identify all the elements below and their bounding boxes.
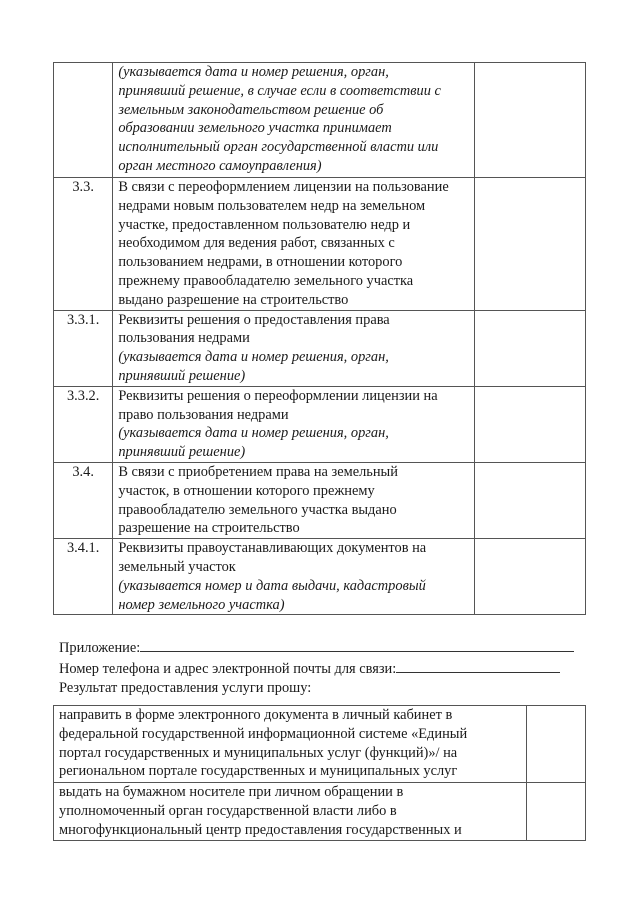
item-number: 3.3.2.	[54, 386, 113, 462]
result-option-checkbox[interactable]	[526, 783, 585, 841]
attachment-label: Приложение:	[59, 640, 141, 656]
italic-hint: (указывается дата и номер решения, орган, принявший решение, в случае если в соответствии с земельным законодательством решение об образовании земельного участка принимает исполнительный орган государственной власти или орган местного самоуправления)	[118, 64, 441, 174]
result-option-text: выдать на бумажном носителе при личном обращении в уполномоченный орган государственной власти либо в многофункциональный центр предоставления государственных и	[54, 783, 527, 841]
answer-cell[interactable]	[474, 386, 585, 462]
item-description: В связи с приобретением права на земельный участок, в отношении которого прежнему правообладателю земельного участка выдано разрешение на строительство	[113, 462, 474, 538]
appendix-section	[59, 637, 589, 697]
answer-cell[interactable]	[474, 462, 585, 538]
item-description: Реквизиты правоустанавливающих документов на земельный участок (указывается номер и дата выдачи, кадастровый номер земельного участка)	[113, 539, 474, 615]
answer-cell[interactable]	[474, 63, 585, 178]
item-description: Реквизиты решения о переоформлении лицензии на право пользования недрами (указывается дата и номер решения, орган, принявший решение)	[113, 386, 474, 462]
answer-cell[interactable]	[474, 310, 585, 386]
italic-hint: принявший решение)	[118, 367, 246, 384]
item-description: Реквизиты решения о предоставления права пользования недрами (указывается дата и номер решения, орган, принявший решение)	[113, 310, 474, 386]
result-option-text: направить в форме электронного документа в личный кабинет в федеральной государственной информационной системе «Единый портал государственных и муниципальных услуг (функций)»/ на региональном портале государственных и муниципальных услуг	[54, 706, 527, 783]
italic-hint: принявший решение)	[118, 444, 246, 461]
item-number: 3.3.1.	[54, 310, 113, 386]
contact-field[interactable]	[396, 658, 560, 673]
table-row	[54, 178, 586, 311]
contact-line	[59, 658, 589, 679]
table-row	[54, 386, 586, 462]
result-method-table	[53, 705, 586, 841]
table-row	[54, 310, 586, 386]
table-row	[54, 539, 586, 615]
item-number: 3.4.1.	[54, 539, 113, 615]
item-number: 3.3.	[54, 178, 113, 311]
table-row	[54, 462, 586, 538]
answer-cell[interactable]	[474, 539, 585, 615]
italic-hint: (указывается дата и номер решения, орган,	[118, 349, 389, 366]
item-number: 3.4.	[54, 462, 113, 538]
answer-cell[interactable]	[474, 178, 585, 311]
item-description: В связи с переоформлением лицензии на пользование недрами новым пользователем недр на земельном участке, предоставленном пользователю недр и необходимом для ведения работ, связанных с пользованием недрами, в отношении которого прежнему правообладателю земельного участка выдано разрешение на строительство	[113, 178, 474, 311]
item-description	[113, 63, 474, 178]
italic-hint: (указывается дата и номер решения, орган,	[118, 425, 389, 442]
table-row	[54, 706, 586, 783]
attachment-field[interactable]	[140, 637, 574, 652]
application-details-table	[53, 62, 586, 615]
item-number	[54, 63, 113, 178]
italic-hint: (указывается номер и дата выдачи, кадастровый	[118, 577, 426, 594]
result-option-checkbox[interactable]	[526, 706, 585, 783]
attachment-line	[59, 637, 589, 658]
contact-label: Номер телефона и адрес электронной почты для связи:	[59, 660, 397, 677]
italic-hint: номер земельного участка)	[118, 596, 285, 613]
result-label: Результат предоставления услуги прошу:	[59, 679, 312, 696]
table-row	[54, 783, 586, 841]
table-row	[54, 63, 586, 178]
